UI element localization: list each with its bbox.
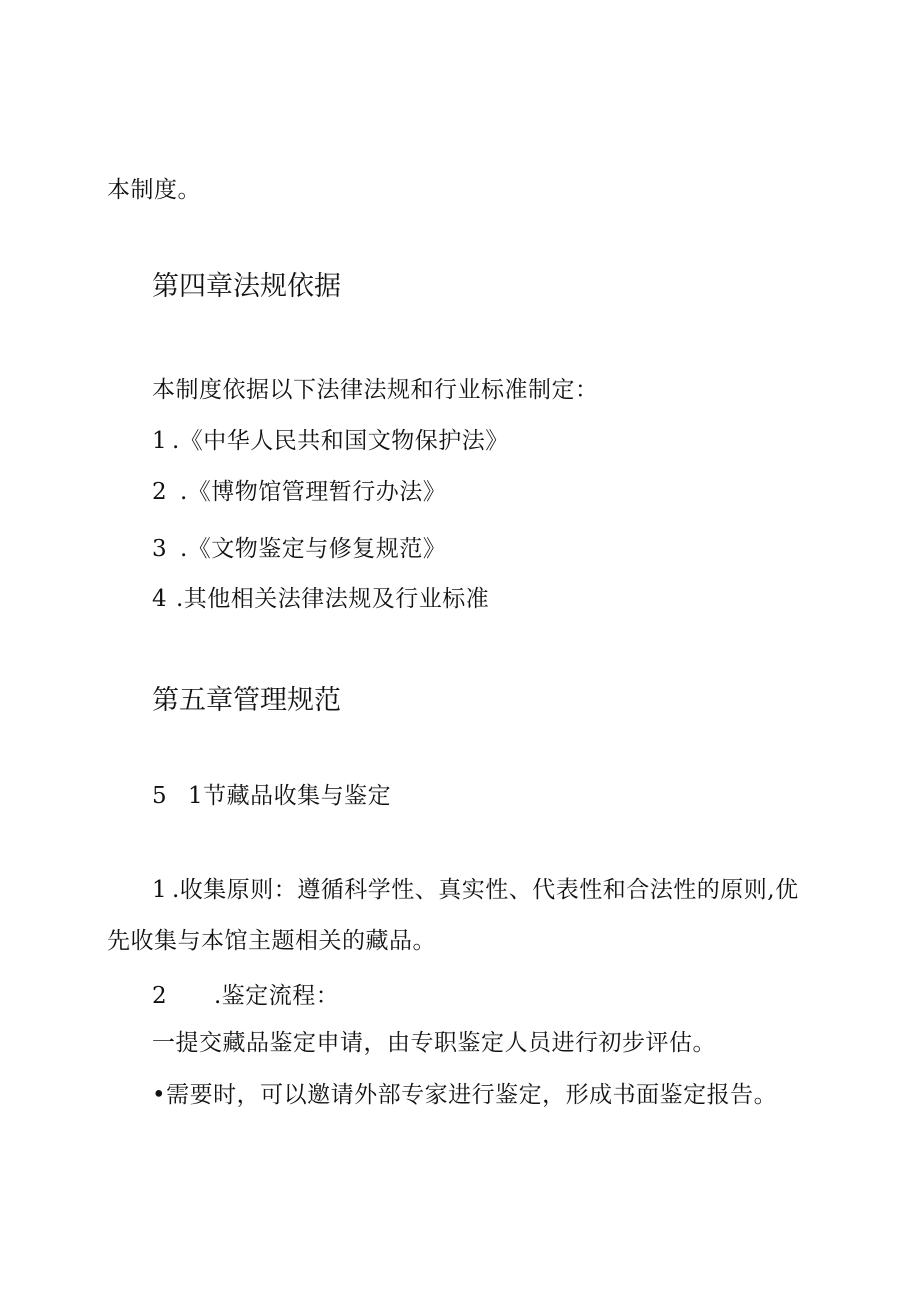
list-number: 1 — [152, 428, 168, 454]
section-title: 1节藏品收集与鉴定 — [188, 783, 392, 809]
list-number: 1 — [152, 877, 168, 903]
list-text: .《文物鉴定与修复规范》 — [180, 536, 447, 562]
chapter5-title: 第五章管理规范 — [152, 685, 341, 716]
bullet-item: 一提交藏品鉴定申请，由专职鉴定人员进行初步评估。 — [152, 1030, 716, 1056]
intro-tail-text: 本制度。 — [107, 177, 201, 203]
section-heading — [152, 781, 391, 811]
section-number: 5 — [152, 783, 168, 809]
list-number: 4 — [152, 586, 168, 612]
paragraph-item2 — [152, 981, 339, 1011]
paragraph-item1-line2: 先收集与本馆主题相关的藏品。 — [107, 928, 436, 954]
law-list-item — [152, 534, 446, 564]
chapter4-lead: 本制度依据以下法律法规和行业标准制定： — [152, 377, 599, 403]
list-text: .鉴定流程： — [214, 983, 340, 1009]
list-text: .收集原则：遵循科学性、真实性、代表性和合法性的原则,优 — [172, 877, 799, 903]
list-text: .其他相关法律法规及行业标准 — [176, 586, 490, 612]
list-text: .《博物馆管理暂行办法》 — [180, 479, 447, 505]
law-list-item — [152, 584, 489, 614]
law-list-item — [152, 426, 509, 456]
list-text: .《中华人民共和国文物保护法》 — [172, 428, 509, 454]
law-list-item — [152, 477, 446, 507]
list-number: 3 — [152, 536, 168, 562]
list-number: 2 — [152, 983, 168, 1009]
paragraph-item1-line1 — [152, 875, 799, 905]
chapter4-title: 第四章法规依据 — [152, 271, 341, 302]
bullet-item: •需要时，可以邀请外部专家进行鉴定，形成书面鉴定报告。 — [152, 1082, 778, 1108]
list-number: 2 — [152, 479, 168, 505]
